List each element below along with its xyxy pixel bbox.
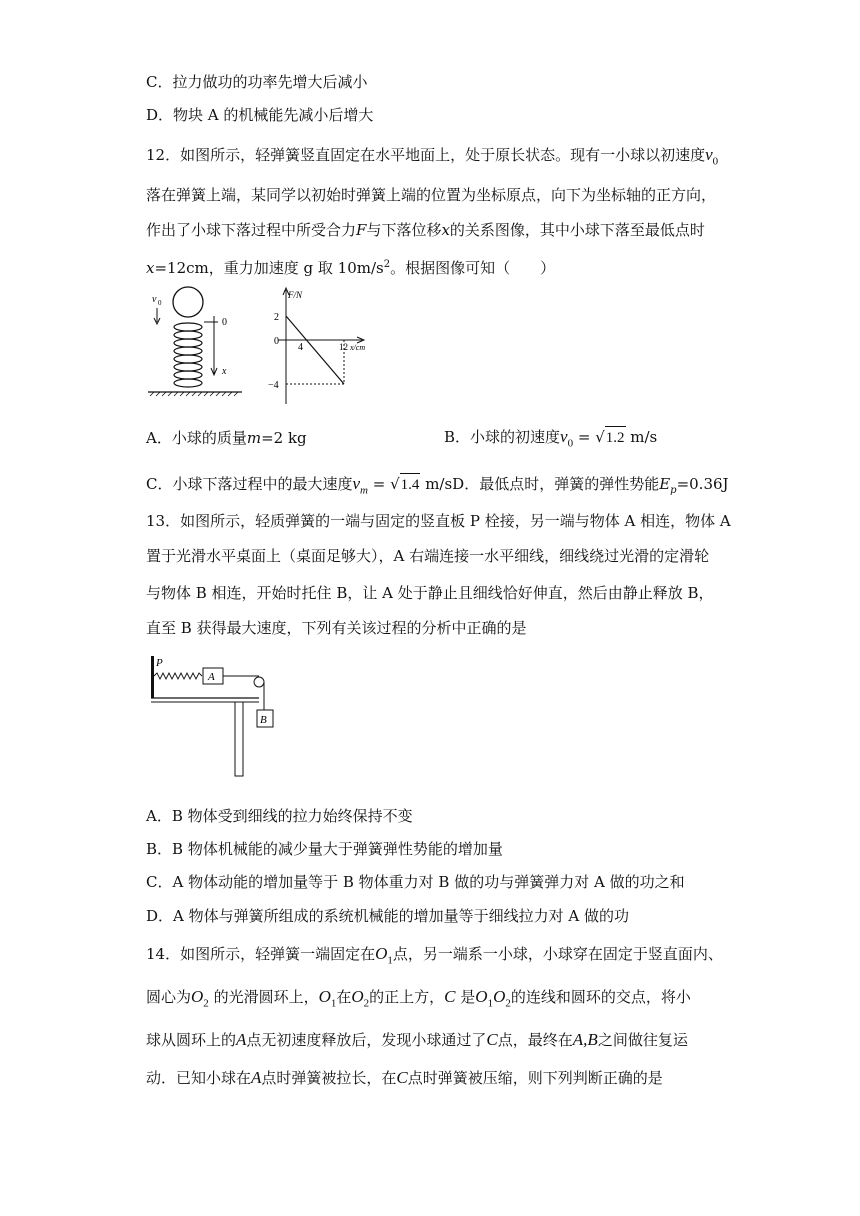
q13-line-2: 置于光滑水平桌面上（桌面足够大），A 右端连接一水平细线，细线绕过光滑的定滑轮 [146,547,710,565]
spring-graph-figure [146,282,386,407]
q12-line-4: x=12cm，重力加速度 g 取 $10m/s^2$。根据图像可知（ ） [146,259,556,277]
x-axis-label-spring: x [222,366,227,377]
q13-option-b: B．B 物体机械能的减少量大于弹簧弹性势能的增加量 [146,840,503,858]
option-d-line: D．物块 A 的机械能先减小后增大 [146,106,374,124]
q14-line-4: 动．已知小球在A点时弹簧被拉长，在C点时弹簧被压缩，则下列判断正确的是 [146,1068,663,1087]
spring-coils [174,323,202,387]
option-c-line: C．拉力做功的功率先增大后减小 [146,73,368,91]
block-a-label: A [208,671,215,683]
origin-label: 0 [222,317,227,328]
force-line [286,316,344,384]
pulley-figure [146,652,286,782]
block-b-label: B [260,714,267,726]
x-tick-12: 12 [339,342,348,352]
q13-line-3: 与物体 B 相连，开始时托住 B，让 A 处于静止且细线恰好伸直，然后由静止释放 B， [146,584,714,602]
q13-option-a: A．B 物体受到细线的拉力始终保持不变 [146,807,413,825]
figure-v0-sub: 0 [158,299,162,307]
y-tick-neg4: −4 [268,380,279,391]
q12-option-a: A．小球的质量m=2 kg [146,429,307,447]
pulley [254,677,264,687]
q12-line-3: 作出了小球下落过程中所受合力F与下落位移x的关系图像，其中小球下落至最低点时 [146,221,705,239]
q14-line-3: 球从圆环上的A点无初速度释放后，发现小球通过了C点，最终在A,B之间做往复运 [146,1030,688,1049]
ball [173,287,203,317]
figure-v0-label: v [152,294,157,305]
q14-line-1: 14．如图所示，轻弹簧一端固定在$O_1$点，另一端系一小球，小球穿在固定于竖直面内、 [146,944,723,967]
q13-option-c: C．A 物体动能的增加量等于 B 物体重力对 B 做的功与弹簧弹力对 A 做的功之和 [146,873,685,891]
table-leg [235,702,243,776]
q12-line-2: 落在弹簧上端，某同学以初始时弹簧上端的位置为坐标原点，向下为坐标轴的正方向， [146,186,717,204]
f-axis-label: F/N [288,290,303,300]
spring [154,673,202,679]
q13-option-d: D．A 物体与弹簧所组成的系统机械能的增加量等于细线拉力对 A 做的功 [146,907,629,925]
q13-line-4: 直至 B 获得最大速度，下列有关该过程的分析中正确的是 [146,619,527,637]
plate-p-label: P [156,657,163,669]
q12-option-c-d: C．小球下落过程中的最大速度$v_m = √1.4$ m/sD．最低点时，弹簧的弹性势能$E_p=0.36J$ [146,474,729,497]
q12-line-1: 12．如图所示，轻弹簧竖直固定在水平地面上，处于原长状态。现有一小球以初速度$v_0$ [146,145,719,168]
y-tick-0: 0 [274,336,279,347]
x-tick-4: 4 [298,342,303,353]
x-axis-label: x/cm [350,343,366,352]
q14-line-2: 圆心为$O_2$ 的光滑圆环上，$O_1$在$O_2$的正上方，C 是$O_1O_2$的连线和圆环的交点，将小 [146,987,691,1010]
plate-p [151,656,154,698]
q12-option-b: B．小球的初速度$v_0 = √1.2$ m/s [444,427,658,450]
q13-line-1: 13．如图所示，轻质弹簧的一端与固定的竖直板 P 栓接，另一端与物体 A 相连，物体 A [146,512,731,530]
y-tick-2: 2 [274,312,279,323]
